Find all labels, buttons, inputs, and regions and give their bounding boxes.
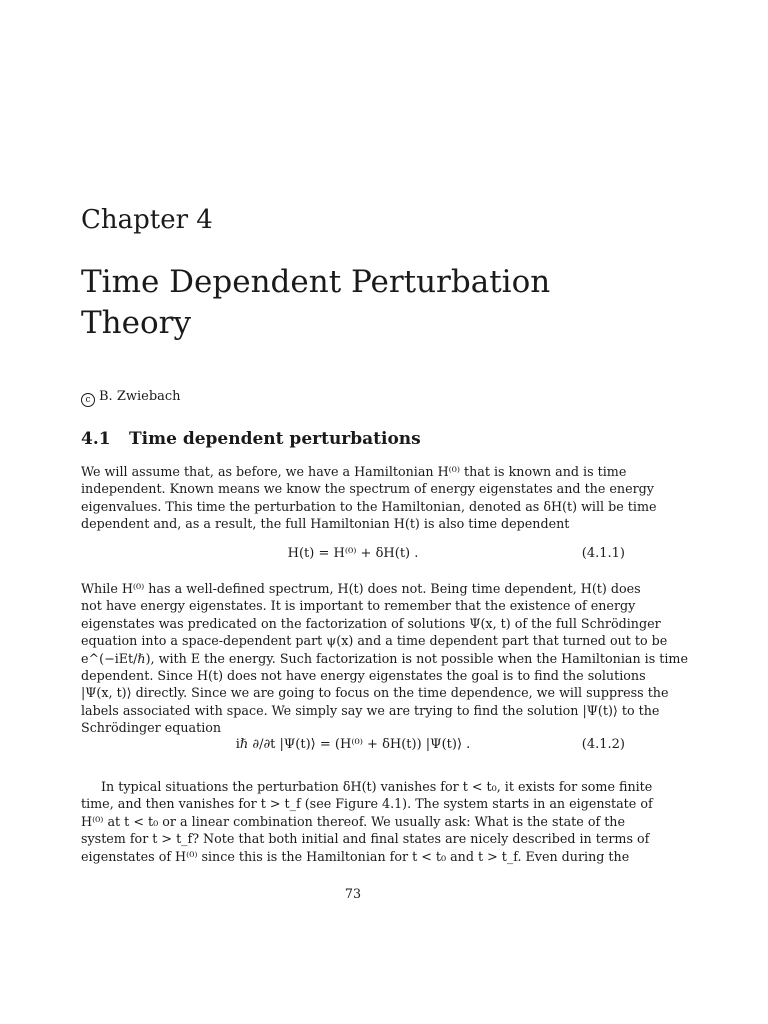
paragraph-line: eigenvalues. This time the perturbation to the Hamiltonian, denoted as δH(t) will be time: [81, 498, 657, 514]
page-number: 73: [344, 886, 362, 901]
paragraph-line: labels associated with space. We simply say we are trying to find the solution |Ψ(t)⟩ to the: [81, 702, 660, 718]
paragraph-line: not have energy eigenstates. It is important to remember that the existence of energy: [81, 598, 636, 614]
paragraph-line: eigenstates was predicated on the factorization of solutions Ψ(x, t) of the full Schrödinger: [81, 615, 661, 631]
paragraph-line: e^(−iEt/ℏ), with E the energy. Such factorization is not possible when the Hamiltonian is time: [81, 650, 688, 666]
paragraph-line: independent. Known means we know the spectrum of energy eigenstates and the energy: [81, 481, 654, 497]
paragraph-line: Schrödinger equation: [81, 720, 222, 736]
equation-number: (4.1.2): [581, 737, 625, 752]
paragraph-line: In typical situations the perturbation δH(t) vanishes for t < t₀, it exists for some finite: [101, 779, 653, 794]
paragraph-1: [81, 463, 657, 533]
paragraph-line: eigenstates of H⁽⁰⁾ since this is the Hamiltonian for t < t₀ and t > t_f. Even during the: [81, 848, 630, 864]
paragraph-line: time, and then vanishes for t > t_f (see Figure 4.1). The system starts in an eigenstate of: [81, 796, 653, 812]
paragraph-line: H⁽⁰⁾ at t < t₀ or a linear combination thereof. We usually ask: What is the state of the: [81, 813, 625, 829]
paragraph-line: system for t > t_f? Note that both initial and final states are nicely described in terms of: [81, 831, 650, 847]
author-line: [81, 388, 181, 407]
equation-4-1-1: [81, 544, 625, 574]
chapter-label: Chapter 4: [81, 205, 213, 235]
section-number: 4.1: [81, 429, 111, 449]
equation-body: H(t) = H⁽⁰⁾ + δH(t) .: [287, 546, 419, 561]
paragraph-line: dependent and, as a result, the full Hamiltonian H(t) is also time dependent: [81, 516, 570, 532]
copyright-icon: c: [81, 393, 95, 407]
paragraph-line: equation into a space-dependent part ψ(x) and a time dependent part that turned out to be: [81, 633, 668, 649]
chapter-title: Time Dependent Perturbation Theory: [81, 264, 551, 341]
paragraph-line: We will assume that, as before, we have a Hamiltonian H⁽⁰⁾ that is known and is time: [81, 464, 627, 479]
paragraph-3: [81, 778, 653, 865]
equation-4-1-2: [81, 735, 625, 765]
paragraph-line: dependent. Since H(t) does not have energy eigenstates the goal is to find the solutions: [81, 668, 646, 684]
equation-body: iℏ ∂/∂t |Ψ(t)⟩ = (H⁽⁰⁾ + δH(t)) |Ψ(t)⟩ .: [235, 737, 471, 752]
paragraph-line: While H⁽⁰⁾ has a well-defined spectrum, H(t) does not. Being time dependent, H(t) does: [81, 581, 641, 596]
equation-number: (4.1.1): [581, 546, 625, 561]
author-name: B. Zwiebach: [99, 389, 181, 404]
paragraph-line: |Ψ(x, t)⟩ directly. Since we are going to focus on the time dependence, we will suppress the: [81, 685, 669, 701]
section-heading: [81, 428, 421, 450]
paragraph-2: [81, 580, 688, 737]
section-title: Time dependent perturbations: [129, 429, 421, 449]
